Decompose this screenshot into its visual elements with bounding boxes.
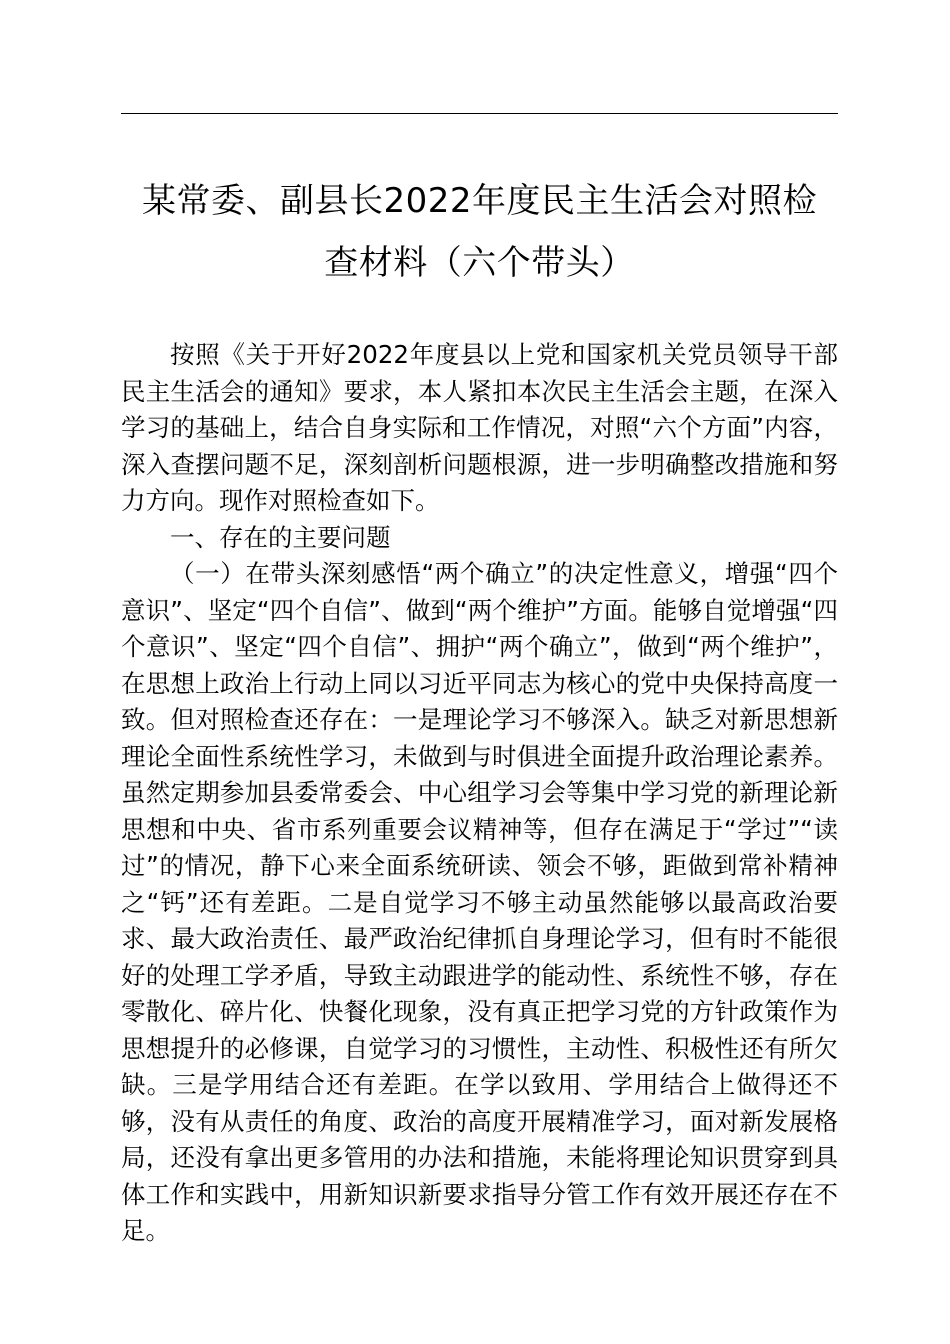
title-line-1: 某常委、副县长2022年度民主生活会对照检 bbox=[141, 181, 818, 221]
section-1-item-1-paragraph: （一）在带头深刻感悟“两个确立”的决定性意义，增强“四个意识”、坚定“四个自信”、做到“两个维护”方面。能够自觉增强“四个意识”、坚定“四个自信”、拥护“两个确立”，做到“两个维护”，在思想上政治上行动上同以习近平同志为核心的党中央保持高度一致。但对照检查还存在：一是理论学习不够深入。缺乏对新思想新理论全面性系统性学习，未做到与时俱进全面提升政治理论素养。虽然定期参加县委常委会、中心组学习会等集中学习党的新理论新思想和中央、省市系列重要会议精神等，但存在满足于“学过”“读过”的情况，静下心来全面系统研读、领会不够，距做到常补精神之“钙”还有差距。二是自觉学习不够主动虽然能够以最高政治要求、最大政治责任、最严政治纪律抓自身理论学习，但有时不能很好的处理工学矛盾，导致主动跟进学的能动性、系统性不够，存在零散化、碎片化、快餐化现象，没有真正把学习党的方针政策作为思想提升的必修课，自觉学习的习惯性，主动性、积极性还有所欠缺。三是学用结合还有差距。在学以致用、学用结合上做得还不够，没有从责任的角度、政治的高度开展精准学习，面对新发展格局，还没有拿出更多管用的办法和措施，未能将理论知识贯穿到具体工作和实践中，用新知识新要求指导分管工作有效开展还存在不足。 bbox=[121, 559, 838, 1245]
title-line-2: 查材料（六个带头） bbox=[324, 243, 635, 283]
document-title bbox=[121, 170, 838, 294]
document-body bbox=[121, 337, 838, 1250]
header-rule bbox=[121, 113, 838, 114]
intro-paragraph: 按照《关于开好2022年度县以上党和国家机关党员领导干部民主生活会的通知》要求，本人紧扣本次民主生活会主题，在深入学习的基础上，结合自身实际和工作情况，对照“六个方面”内容，深入查摆问题不足，深刻剖析问题根源，进一步明确整改措施和努力方向。现作对照检查如下。 bbox=[121, 340, 838, 515]
section-heading-1: 一、存在的主要问题 bbox=[170, 522, 391, 552]
